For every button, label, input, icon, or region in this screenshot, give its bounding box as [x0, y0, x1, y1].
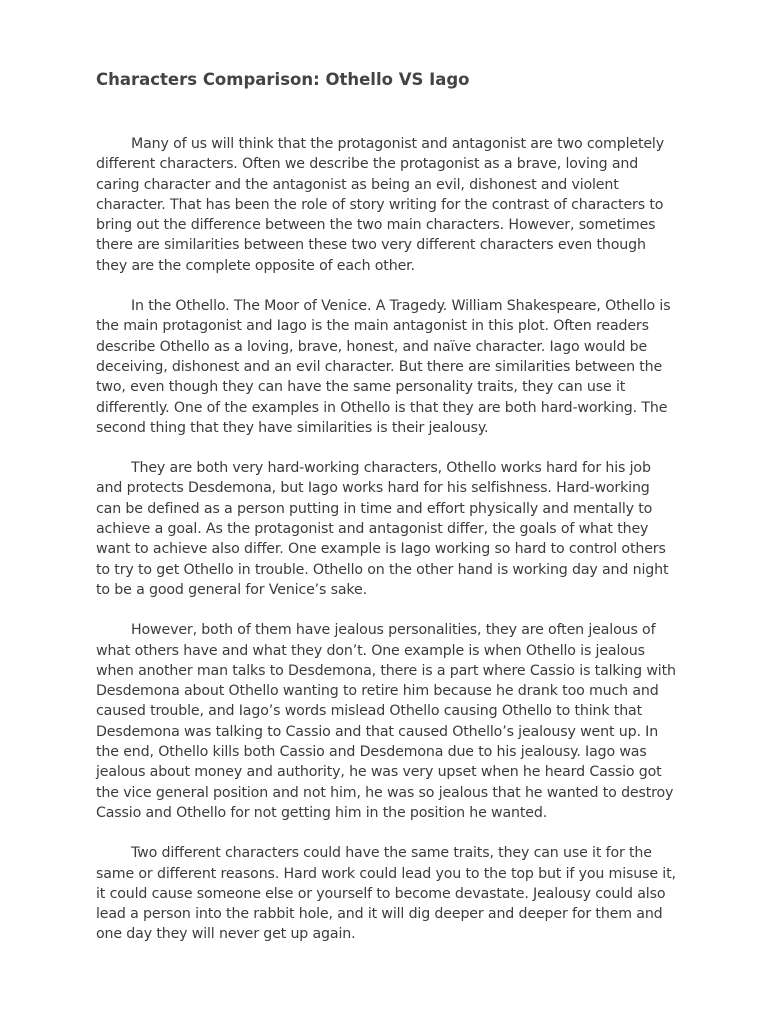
document-title: Characters Comparison: Othello VS Iago [96, 70, 470, 89]
paragraph-intro: Many of us will think that the protagonist and antagonist are two completely different characters. Often we describe the protagonist as a brave, loving and caring character and the antagonist as being an evil, dishonest and violent character. That has been the role of story writing for the contrast of characters to bring out the difference between the two main characters. However, sometimes there are similarities between these two very different characters even though they are the complete opposite of each other. [96, 136, 664, 274]
paragraph-conclusion: Two different characters could have the same traits, they can use it for the same or different reasons. Hard work could lead you to the top but if you misuse it, it could cause someone else or yourself to become devastate. Jealousy could also lead a person into the rabbit hole, and it will dig deeper and deeper for them and one day they will never get up again. [96, 845, 676, 943]
paragraph-jealousy: However, both of them have jealous personalities, they are often jealous of what others have and what they don’t. One example is when Othello is jealous when another man talks to Desdemona, there is a part where Cassio is talking with Desdemona about Othello wanting to retire him because he drank too much and caused trouble, and Iago’s words mislead Othello causing Othello to think that Desdemona was talking to Cassio and that caused Othello’s jealousy went up. In the end, Othello kills both Cassio and Desdemona due to his jealousy. Iago was jealous about money and authority, he was very upset when he heard Cassio got the vice general position and not him, he was so jealous that he wanted to destroy Cassio and Othello for not getting him in the position he wanted. [96, 622, 676, 821]
paragraph-hard-working: They are both very hard-working characters, Othello works hard for his job and protects Desdemona, but Iago works hard for his selfishness. Hard-working can be defined as a person putting in time and effort physically and mentally to achieve a goal. As the protagonist and antagonist differ, the goals of what they want to achieve also differ. One example is Iago working so hard to control others to try to get Othello in trouble. Othello on the other hand is working day and night to be a good general for Venice’s sake. [96, 460, 669, 598]
paragraph-protagonist-antagonist: In the Othello. The Moor of Venice. A Tragedy. William Shakespeare, Othello is the main protagonist and Iago is the main antagonist in this plot. Often readers describe Othello as a loving, brave, honest, and naïve character. Iago would be deceiving, dishonest and an evil character. But there are similarities between the two, even though they can have the same personality traits, they can use it differently. One of the examples in Othello is that they are both hard-working. The second thing that they have similarities is their jealousy. [96, 298, 671, 436]
document-body [96, 134, 676, 965]
